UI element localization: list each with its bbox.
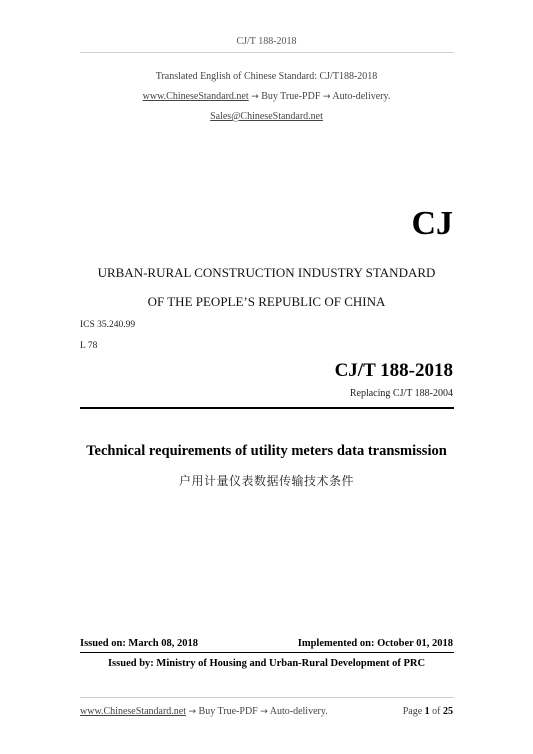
page-prefix: Page	[402, 706, 423, 717]
arrow-right-icon: →	[188, 707, 197, 717]
translation-notice: Translated English of Chinese Standard: CJ/T188-2018	[155, 71, 378, 82]
purchase-line	[0, 91, 533, 102]
replacing-note: Replacing CJ/T 188-2004	[349, 388, 453, 399]
site-link[interactable]: www.ChineseStandard.net	[142, 91, 249, 102]
footer-site-link[interactable]: www.ChineseStandard.net	[80, 706, 186, 717]
page-total: 25	[443, 706, 453, 717]
standard-name-line1: URBAN-RURAL CONSTRUCTION INDUSTRY STANDARD	[97, 265, 436, 280]
email-line	[0, 111, 533, 122]
header-divider	[80, 52, 454, 53]
ics-code: ICS 35.240.99	[80, 320, 136, 330]
issued-date: Issued on: March 08, 2018	[80, 638, 198, 649]
standard-code: CJ/T 188-2018	[334, 360, 453, 381]
title-rule	[80, 407, 454, 409]
footer-links	[80, 706, 328, 717]
document-title-en: Technical requirements of utility meters data transmission	[86, 443, 447, 459]
implemented-date: Implemented on: October 01, 2018	[297, 638, 453, 649]
auto-delivery-text: Auto-delivery.	[332, 91, 391, 102]
standard-name-line2: OF THE PEOPLE’S REPUBLIC OF CHINA	[147, 294, 386, 309]
issuing-authority: Issued by: Ministry of Housing and Urban-Rural Development of PRC	[107, 658, 426, 669]
arrow-right-icon: →	[260, 707, 268, 717]
dates-rule	[80, 652, 454, 653]
footer-auto-text: Auto-delivery.	[269, 706, 328, 717]
standard-logo: CJ	[411, 205, 453, 242]
footer-divider	[80, 697, 454, 698]
classification-code: L 78	[80, 341, 98, 351]
page-current: 1	[424, 706, 430, 717]
buy-pdf-text: Buy True-PDF	[261, 91, 321, 102]
sales-email-link[interactable]: Sales@ChineseStandard.net	[210, 111, 323, 122]
page-number	[403, 706, 453, 717]
footer-buy-text: Buy True-PDF	[198, 706, 258, 717]
page-of: of	[432, 706, 441, 717]
arrow-right-icon: →	[251, 92, 259, 102]
document-title-cn: 户用计量仪表数据传输技术条件	[178, 474, 354, 488]
running-header: CJ/T 188-2018	[236, 36, 297, 47]
arrow-right-icon: →	[322, 92, 331, 102]
